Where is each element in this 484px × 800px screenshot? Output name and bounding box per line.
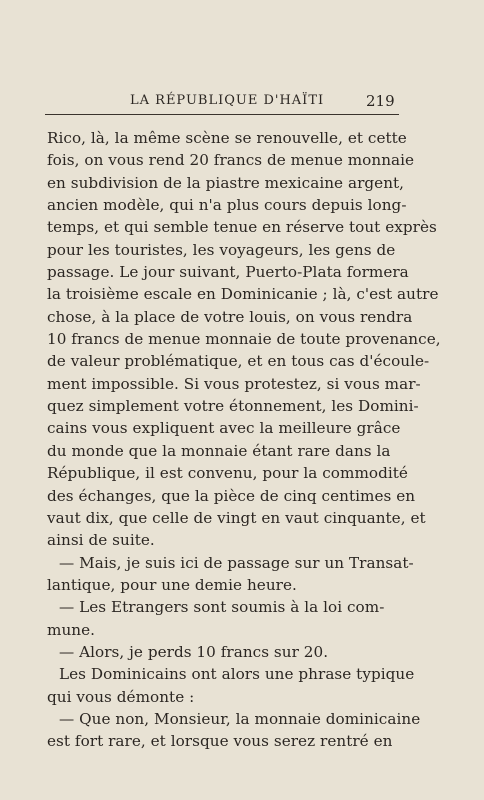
text-line: cains vous expliquent avec la meilleure grâce xyxy=(47,419,401,438)
text-line: 10 francs de menue monnaie de toute provenance, xyxy=(47,330,441,349)
text-line: de valeur problématique, et en tous cas d'écoule- xyxy=(47,352,430,371)
text-line: temps, et qui semble tenue en réserve tout exprès xyxy=(47,218,437,237)
text-line: pour les touristes, les voyageurs, les gens de xyxy=(47,240,396,259)
text-line: République, il est convenu, pour la commodité xyxy=(47,464,408,483)
text-line: des échanges, que la pièce de cinq centimes en xyxy=(47,486,416,505)
text-line: ainsi de suite. xyxy=(47,531,155,550)
text-line: lantique, pour une demie heure. xyxy=(47,575,297,594)
text-line: — Mais, je suis ici de passage sur un Transat- xyxy=(59,553,414,572)
text-line: du monde que la monnaie étant rare dans la xyxy=(47,441,391,460)
text-line: mune. xyxy=(47,620,96,639)
text-line: en subdivision de la piastre mexicaine argent, xyxy=(47,173,405,192)
text-line: vaut dix, que celle de vingt en vaut cinquante, et xyxy=(47,508,426,527)
text-line: — Les Etrangers sont soumis à la loi com- xyxy=(59,598,385,617)
text-line: — Que non, Monsieur, la monnaie dominicaine xyxy=(59,709,421,728)
text-line: ment impossible. Si vous protestez, si vous mar- xyxy=(47,374,421,393)
page-number: 219 xyxy=(366,92,395,110)
running-title: LA RÉPUBLIQUE D'HAÏTI xyxy=(130,93,325,108)
text-line: la troisième escale en Dominicanie ; là, c'est autre xyxy=(47,285,439,304)
text-line: Rico, là, la même scène se renouvelle, et cette xyxy=(47,129,407,147)
text-line: passage. Le jour suivant, Puerto-Plata formera xyxy=(47,263,409,282)
running-header xyxy=(0,92,484,110)
text-line: Les Dominicains ont alors une phrase typique xyxy=(59,665,415,684)
text-line: quez simplement votre étonnement, les Domini- xyxy=(47,397,419,416)
body-text xyxy=(47,127,441,753)
text-line: est fort rare, et lorsque vous serez rentré en xyxy=(47,732,393,751)
text-line: chose, à la place de votre louis, on vous rendra xyxy=(47,307,413,326)
text-line: — Alors, je perds 10 francs sur 20. xyxy=(59,642,329,661)
text-line: fois, on vous rend 20 francs de menue monnaie xyxy=(47,151,415,170)
text-line: qui vous démonte : xyxy=(47,687,195,706)
text-line: ancien modèle, qui n'a plus cours depuis long- xyxy=(47,196,407,215)
header-rule xyxy=(45,114,399,115)
